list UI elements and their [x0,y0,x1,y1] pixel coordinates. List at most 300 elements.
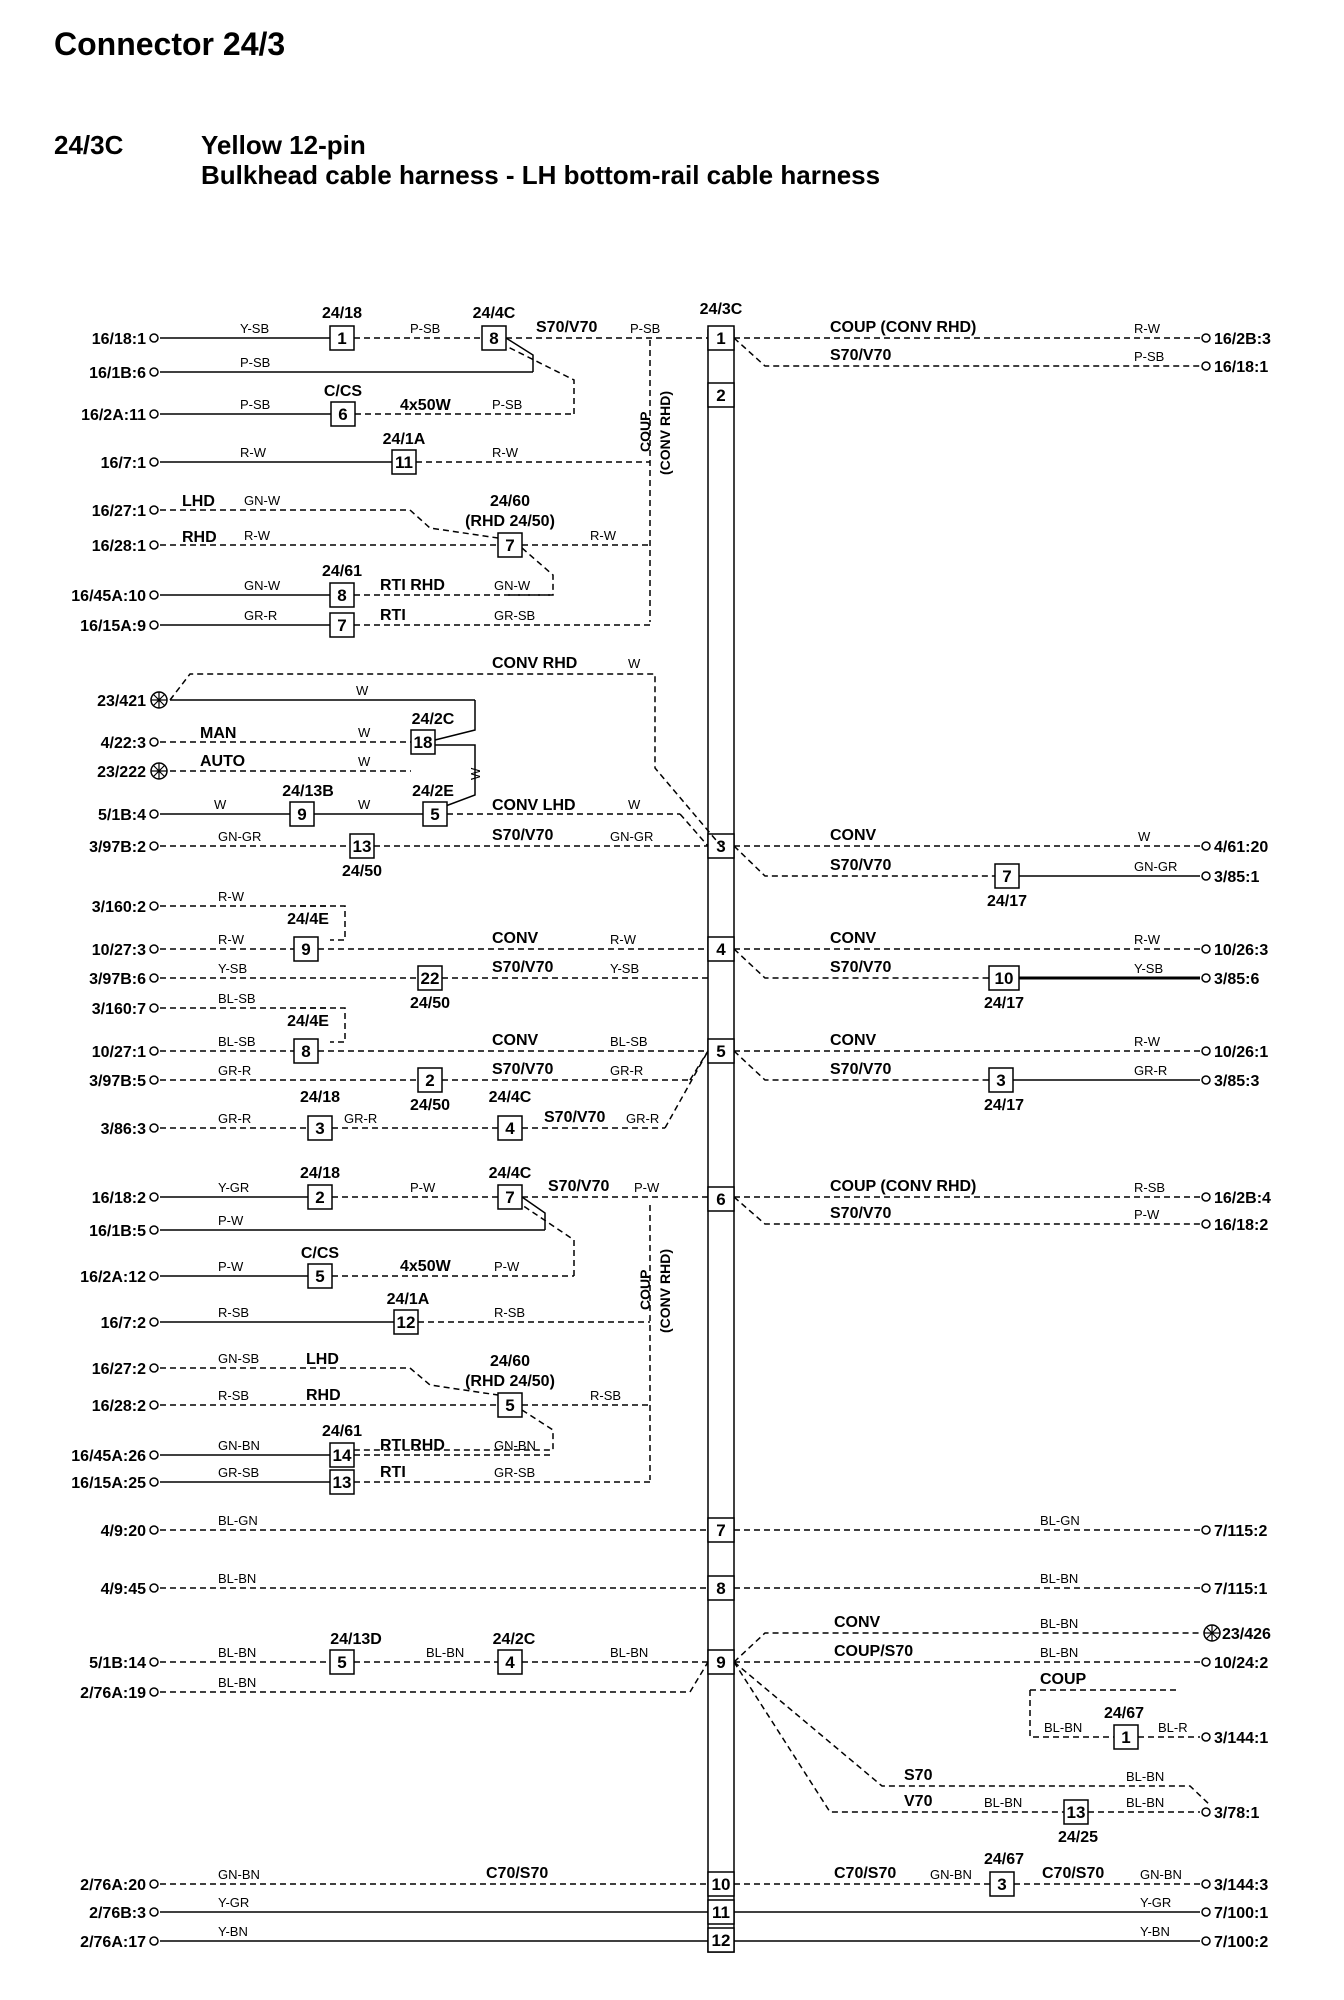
terminal-4-9-20 [101,1523,158,1540]
svg-text:11: 11 [395,453,413,472]
vertical-label: COUP [637,411,653,452]
wire-color-label: BL-GN [1040,1513,1080,1528]
svg-text:23/426: 23/426 [1222,1626,1271,1643]
svg-text:5/1B:4: 5/1B:4 [97,807,146,824]
wire-color-label: P-SB [492,397,523,412]
terminal-16-7-1 [101,455,158,472]
wire-color-label: P-W [634,1180,660,1195]
svg-text:16/2B:3: 16/2B:3 [1214,331,1271,348]
svg-text:7: 7 [337,616,347,635]
svg-text:3: 3 [996,1071,1006,1090]
svg-text:3: 3 [315,1119,325,1138]
svg-text:16/28:1: 16/28:1 [91,538,146,555]
wire-color-label: R-SB [494,1305,526,1320]
component-label: 24/2E [412,783,454,800]
terminal-2-76b-3 [89,1905,158,1922]
component-box [394,1310,418,1334]
svg-text:10/24:2: 10/24:2 [1214,1655,1269,1672]
route-label: C70/S70 [486,1865,549,1882]
wire-color-label: R-SB [1134,1180,1166,1195]
component-box [330,613,354,637]
terminal-16-18-2 [92,1190,158,1207]
route-label: S70/V70 [492,827,554,844]
component-box [989,966,1019,990]
svg-text:4: 4 [716,940,726,959]
route-label: C70/S70 [834,1865,897,1882]
component-label: 24/2C [492,1631,536,1648]
component-box [423,802,447,826]
terminal-16-2b-3 [1202,331,1271,348]
terminal-3-160-2 [92,899,158,916]
wire-color-label: GN-GR [1134,859,1178,874]
svg-text:16/28:2: 16/28:2 [91,1398,146,1415]
wire-color-label: R-SB [218,1305,250,1320]
svg-text:3/97B:2: 3/97B:2 [89,839,146,856]
component-label: (RHD 24/50) [465,513,555,530]
svg-text:2/76A:17: 2/76A:17 [80,1934,146,1951]
wire-color-label: P-SB [1134,349,1165,364]
terminal-2-76a-19 [80,1685,158,1702]
svg-text:16/2A:12: 16/2A:12 [80,1269,146,1286]
wire-color-label: Y-GR [218,1895,250,1910]
connector-color-pins: Yellow 12-pin [201,130,366,160]
svg-text:16/1B:6: 16/1B:6 [89,365,146,382]
svg-text:3/85:3: 3/85:3 [1214,1073,1260,1090]
wire-color-label: R-W [1134,1034,1160,1049]
terminal-10-24-2 [1202,1655,1268,1672]
component-label: 24/18 [321,305,363,322]
wire-color-label: BL-BN [1126,1795,1165,1810]
route-label: S70 [904,1767,933,1784]
wire-color-label: GN-SB [218,1351,260,1366]
svg-text:6: 6 [338,405,348,424]
wire-color-label: BL-R [1158,1720,1188,1735]
terminal-16-1b-6 [89,365,158,382]
terminal-16-45a-26 [71,1448,158,1465]
connector-pin [708,1187,734,1211]
terminal-16-2a-12 [80,1269,158,1286]
svg-text:2: 2 [315,1188,325,1207]
terminal-16-15a-25 [71,1475,158,1492]
wire-color-label: BL-SB [218,991,256,1006]
component-box [989,1068,1013,1092]
component-label: 24/13B [282,783,334,800]
wire-color-label: Y-SB [610,961,640,976]
route-label: LHD [182,493,215,510]
wire-color-label: GN-BN [1140,1867,1182,1882]
svg-text:16/2B:4: 16/2B:4 [1214,1190,1271,1207]
route-label: COUP/S70 [834,1643,914,1660]
component-box [290,802,314,826]
wire-color-label: P-W [218,1213,244,1228]
ground-terminal-23-421 [97,692,167,710]
svg-text:12: 12 [711,1931,731,1950]
wire-color-label: BL-BN [218,1571,257,1586]
terminal-16-1b-5 [89,1223,158,1240]
component-box [1114,1725,1138,1749]
wire-color-label: Y-SB [240,321,270,336]
wire-color-label: GR-SB [218,1465,260,1480]
route-label: V70 [904,1793,933,1810]
page-title: Connector 24/3 [54,26,286,62]
route-label: RHD [306,1387,341,1404]
route-label: COUP (CONV RHD) [830,319,977,336]
svg-text:9: 9 [297,805,307,824]
wire-color-label: W [214,797,227,812]
component-box [330,326,354,350]
terminal-2-76a-20 [80,1877,158,1894]
wire-color-label: BL-SB [610,1034,648,1049]
wire-color-label: GR-R [344,1111,378,1126]
terminal-16-15a-9 [80,618,158,635]
component-label: 24/67 [1103,1705,1145,1722]
component-label: 24/13D [330,1631,382,1648]
svg-text:16/1B:5: 16/1B:5 [89,1223,146,1240]
wire-color-label: Y-GR [1140,1895,1172,1910]
wire-color-label: GN-BN [930,1867,972,1882]
wire-color-label: GN-BN [218,1438,260,1453]
wire-color-label: P-SB [410,321,441,336]
header-label: 24/3C [699,301,743,318]
wire-color-label: GR-SB [494,1465,536,1480]
wire-color-label: W [358,797,371,812]
wire-color-label: P-W [410,1180,436,1195]
svg-text:4/9:45: 4/9:45 [100,1581,146,1598]
svg-text:7: 7 [1002,867,1012,886]
component-box [498,1393,522,1417]
terminal-16-28-1 [92,538,158,555]
terminal-16-27-2 [92,1361,158,1378]
svg-text:13: 13 [332,1473,352,1492]
wire-color-label: R-W [590,528,616,543]
wire-color-label: GN-BN [218,1867,260,1882]
wire-color-label: GN-BN [494,1438,536,1453]
connector-pin [708,937,734,961]
wire-color-label: BL-BN [1044,1720,1083,1735]
route-label: CONV [492,930,539,947]
wire-color-label: R-SB [590,1388,622,1403]
component-label: 24/60 [489,1353,531,1370]
wire-color-label: P-W [218,1259,244,1274]
svg-text:7/100:2: 7/100:2 [1214,1934,1269,1951]
component-box [331,402,355,426]
component-label: 24/18 [299,1165,341,1182]
component-box [294,1039,318,1063]
terminal-5-1b-4 [98,807,158,824]
svg-text:1: 1 [1121,1728,1131,1747]
svg-text:4: 4 [505,1653,515,1672]
wire-color-label: BL-BN [984,1795,1023,1810]
svg-text:16/7:1: 16/7:1 [100,455,146,472]
terminal-16-2a-11 [81,407,158,424]
wire-color-label: GR-R [1134,1063,1168,1078]
svg-text:12: 12 [396,1313,416,1332]
svg-text:3/160:2: 3/160:2 [91,899,146,916]
wire-color-label: R-W [218,932,244,947]
terminal-16-18-1-right [1202,359,1268,376]
svg-text:16/27:1: 16/27:1 [91,503,146,520]
terminal-3-144-1 [1202,1730,1268,1747]
wire-color-label: BL-BN [1040,1616,1079,1631]
component-label: 24/4C [488,1165,532,1182]
wire-color-label: BL-GN [218,1513,258,1528]
svg-text:7: 7 [505,536,515,555]
component-box [392,450,416,474]
terminal-7-100-1 [1202,1905,1268,1922]
component-label: 24/4C [488,1089,532,1106]
route-label: MAN [200,725,237,742]
component-label: 24/1A [386,1291,430,1308]
svg-text:16/18:2: 16/18:2 [1214,1217,1269,1234]
wire-color-label: GR-R [626,1111,660,1126]
wire-color-label: GR-R [244,608,278,623]
terminal-10-26-1 [1202,1044,1268,1061]
route-label: S70/V70 [830,347,892,364]
terminal-3-160-7 [92,1001,158,1018]
svg-text:10/26:1: 10/26:1 [1214,1044,1269,1061]
svg-text:3: 3 [997,1875,1007,1894]
route-label: RTI [380,607,406,624]
route-label: COUP (CONV RHD) [830,1178,977,1195]
component-box [1064,1800,1088,1824]
connector-pin [708,1928,734,1952]
component-box [330,1470,354,1494]
wire-color-label: W [358,725,371,740]
component-box [418,966,442,990]
route-label: RTI RHD [380,1437,445,1454]
wire-color-label: GN-W [244,578,281,593]
component-box [308,1116,332,1140]
svg-text:3/86:3: 3/86:3 [100,1121,146,1138]
svg-text:13: 13 [1066,1803,1086,1822]
connector-pin [708,1872,734,1896]
component-label: 24/2C [411,711,455,728]
svg-text:5: 5 [505,1396,515,1415]
terminal-16-27-1 [92,503,158,520]
component-box [990,1872,1014,1896]
component-box [411,730,435,754]
terminal-2-76a-17 [80,1934,158,1951]
wire-color-label: GR-R [610,1063,644,1078]
svg-text:2: 2 [425,1071,435,1090]
svg-text:8: 8 [337,586,347,605]
route-label: CONV [830,827,877,844]
wire-color-label: BL-BN [426,1645,465,1660]
wire-color-label: BL-BN [1126,1769,1165,1784]
svg-text:8: 8 [716,1579,726,1598]
left-terminals [71,331,167,1951]
connector-pin [708,326,734,350]
terminal-7-115-2 [1202,1523,1267,1540]
route-label: S70/V70 [830,857,892,874]
connector-pin [708,1900,734,1924]
svg-text:10/27:3: 10/27:3 [91,942,146,959]
wire-color-label: Y-SB [1134,961,1164,976]
svg-text:10: 10 [994,969,1014,988]
vertical-label: COUP [637,1269,653,1310]
svg-text:5: 5 [716,1042,726,1061]
svg-text:10/27:1: 10/27:1 [91,1044,146,1061]
route-label: CONV [834,1614,881,1631]
svg-text:4/9:20: 4/9:20 [100,1523,146,1540]
terminal-7-100-2 [1202,1934,1268,1951]
svg-text:23/421: 23/421 [97,693,146,710]
component-label: 24/50 [409,1097,451,1114]
wire-color-label: R-W [1134,321,1160,336]
connector-id: 24/3C [54,130,124,160]
wire-color-label: Y-SB [218,961,248,976]
wire-color-label: P-SB [240,355,271,370]
terminal-16-18-2-right [1202,1217,1268,1234]
svg-text:7/115:1: 7/115:1 [1214,1581,1268,1598]
route-label: 4x50W [400,397,451,414]
route-label: CONV [492,1032,539,1049]
route-label: CONV LHD [492,797,576,814]
svg-text:3/144:3: 3/144:3 [1214,1877,1269,1894]
route-label: C70/S70 [1042,1865,1105,1882]
route-label: RTI RHD [380,577,445,594]
route-label: CONV [830,930,877,947]
svg-text:8: 8 [301,1042,311,1061]
connector-strip [700,301,743,1952]
wire-color-label: BL-BN [218,1675,257,1690]
svg-text:2/76B:3: 2/76B:3 [89,1905,146,1922]
wire-color-label: GN-GR [610,829,654,844]
wire-color-label: GN-W [244,493,281,508]
svg-text:10: 10 [711,1875,731,1894]
route-label: S70/V70 [548,1178,610,1195]
component-box [498,533,522,557]
terminal-3-85-1 [1202,869,1259,886]
route-label: S70/V70 [830,959,892,976]
connector-pin [708,1518,734,1542]
svg-text:1: 1 [337,329,347,348]
svg-text:23/222: 23/222 [97,764,146,781]
svg-text:16/7:2: 16/7:2 [100,1315,146,1332]
component-box [418,1068,442,1092]
vertical-label: (CONV RHD) [657,1249,673,1333]
route-label: COUP [1040,1671,1087,1688]
terminal-7-115-1 [1202,1581,1267,1598]
component-label: 24/18 [299,1089,341,1106]
component-box [350,834,374,858]
terminal-16-7-2 [101,1315,158,1332]
route-label: RTI [380,1464,406,1481]
terminal-10-27-1 [92,1044,158,1061]
terminal-16-28-2 [92,1398,158,1415]
svg-text:3/160:7: 3/160:7 [91,1001,146,1018]
svg-text:16/2A:11: 16/2A:11 [81,407,146,424]
connector-pin [708,1039,734,1063]
route-label: 4x50W [400,1258,451,1275]
terminal-4-22-3 [101,735,158,752]
connector-description: Bulkhead cable harness - LH bottom-rail cable harness [201,160,881,190]
svg-text:16/27:2: 16/27:2 [91,1361,146,1378]
svg-text:9: 9 [716,1653,726,1672]
wire-color-label: R-W [610,932,636,947]
terminal-3-144-3 [1202,1877,1268,1894]
connector-pin [708,1576,734,1600]
component-label: C/CS [300,1245,340,1262]
svg-text:4: 4 [505,1119,515,1138]
route-label: CONV [830,1032,877,1049]
wire-color-label: Y-BN [1140,1924,1170,1939]
wire-color-label: BL-SB [218,1034,256,1049]
component-box [330,583,354,607]
svg-text:1: 1 [716,329,726,348]
wire-color-label: W [1138,829,1151,844]
wire-color-label: P-W [494,1259,520,1274]
component-label: 24/4C [472,305,516,322]
component-box [498,1650,522,1674]
wire-color-label: GR-SB [494,608,536,623]
route-label: S70/V70 [492,959,554,976]
component-box [498,1116,522,1140]
route-label: S70/V70 [536,319,598,336]
wire-color-label: GR-R [218,1063,252,1078]
route-label: S70/V70 [830,1205,892,1222]
svg-text:3: 3 [716,837,726,856]
component-label: 24/17 [983,995,1025,1012]
svg-text:13: 13 [352,837,372,856]
terminal-3-86-3 [101,1121,158,1138]
svg-text:3/97B:5: 3/97B:5 [89,1073,146,1090]
component-label: 24/4E [287,1013,329,1030]
component-label: 24/61 [321,563,363,580]
svg-text:3/97B:6: 3/97B:6 [89,971,146,988]
svg-text:3/78:1: 3/78:1 [1214,1805,1260,1822]
wire-color-label: W [468,767,483,780]
terminal-4-9-45 [101,1581,158,1598]
terminal-3-78-1 [1202,1805,1259,1822]
component-label: C/CS [323,383,363,400]
svg-text:16/45A:26: 16/45A:26 [71,1448,146,1465]
route-label: LHD [306,1351,339,1368]
terminal-3-97b-2 [89,839,158,856]
wire-color-label: W [628,797,641,812]
wire-color-label: P-SB [630,321,661,336]
wire-color-label: BL-BN [610,1645,649,1660]
component-label: 24/50 [341,863,383,880]
svg-text:2/76A:19: 2/76A:19 [80,1685,146,1702]
terminal-10-26-3 [1202,942,1268,959]
svg-text:5/1B:14: 5/1B:14 [89,1655,146,1672]
wire-color-label: W [628,656,641,671]
svg-text:3/85:1: 3/85:1 [1214,869,1260,886]
vertical-label: (CONV RHD) [657,391,673,475]
svg-text:14: 14 [332,1446,352,1465]
svg-text:2/76A:20: 2/76A:20 [80,1877,146,1894]
svg-text:18: 18 [413,733,433,752]
svg-text:6: 6 [716,1190,726,1209]
wire-color-label: BL-BN [218,1645,257,1660]
component-label: 24/4E [287,911,329,928]
terminal-16-18-1 [92,331,158,348]
route-label: S70/V70 [492,1061,554,1078]
component-box [294,937,318,961]
component-box [308,1185,332,1209]
wire-color-label: P-W [1134,1207,1160,1222]
svg-text:11: 11 [712,1903,730,1922]
route-label: CONV RHD [492,655,578,672]
svg-text:22: 22 [420,969,440,988]
component-label: 24/61 [321,1423,363,1440]
terminal-3-85-6 [1202,971,1259,988]
svg-text:10/26:3: 10/26:3 [1214,942,1269,959]
svg-text:16/18:1: 16/18:1 [1214,359,1269,376]
component-box [330,1443,354,1467]
wire-color-label: GN-GR [218,829,262,844]
